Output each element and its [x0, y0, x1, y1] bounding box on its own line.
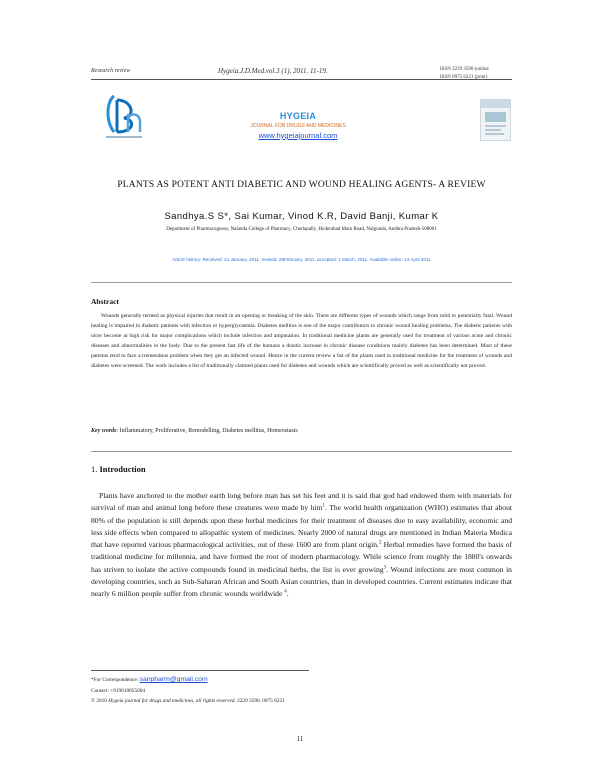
intro-text-3: Herbal remedies have formed the basis of traditional medicine for millennia, and have formed the root of modern pharmacology. While science from roughly the 1880's onwards has striven to isolate the active compounds found in medicinal herbs, the list is ever growing	[91, 540, 512, 574]
abstract-heading: Abstract	[91, 297, 119, 306]
footnote-correspondence	[91, 676, 208, 683]
journal-name: HYGEIA	[279, 111, 317, 121]
journal-website-link[interactable]: www.hygeiajournal.com	[258, 131, 338, 140]
running-header-citation: Hygeia.J.D.Med.vol.3 (1), 2011. 11-19.	[218, 67, 328, 75]
running-header-section: Research review	[91, 68, 131, 74]
article-affiliation: Department of Pharmacognosy, Nalanda College of Pharmacy, Cherlapally, Hyderabad Main Road, Nalgonda, Andhra Pradesh-508001	[166, 227, 437, 232]
section-number: 1.	[91, 464, 98, 474]
citation-ref-3[interactable]: 3	[383, 564, 387, 570]
article-title: PLANTS AS POTENT ANTI DIABETIC AND WOUND HEALING AGENTS- A REVIEW	[117, 180, 486, 190]
header-rule	[91, 79, 512, 80]
issn-print: ISSN 0975 6221 (print)	[440, 74, 488, 80]
correspondence-email-link[interactable]: sanpharm@gmail.com	[139, 676, 208, 683]
issn-online: ISSN 2229 3590 (online	[440, 67, 489, 72]
article-authors: Sandhya.S S*, Sai Kumar, Vinod K.R, David Banji, Kumar K	[164, 211, 439, 222]
footnote-copyright	[91, 698, 285, 704]
citation-ref-4[interactable]: 4	[284, 589, 287, 595]
journal-cover-thumbnail	[480, 99, 511, 141]
introduction-heading	[91, 464, 146, 474]
footnote-contact: Contact: +919010055004	[91, 688, 146, 694]
abstract-text: Wounds generally termed as physical injuries that result in an opening or breaking of the skin. There are different types of wounds which range from mild to potentially fatal. Wound healing is impaired in diabetic patients with infection or hyperglycaemia. Diabetes mellitus is one of the major contributors to chronic wound healing problems. The diabetic patients with ulcer become at high risk for major complications which include infection and amputation. In traditional medicine plants are generally used for treatment of various acute and chronic diseases and abnormalities in the body. Due to the present fast life of the humans a drastic increase in chronic disease conditions mainly diabetes has been determined. Most of these patients tend to face a tremendous problem when they get an infected wound. Hence in the current review a list of the plants used in traditional medicine for the treatment of wounds and diabetes were screened. The work includes a list of traditionally claimed plants used for diabetes and wounds which are scientifically proved as well as scientifically not proved.	[91, 313, 512, 369]
intro-text-1: Plants have anchored to the mother earth long before man has set his feet and it is said that god had endowed them with materials for survival of man and animal long before these creatures were made by him	[91, 491, 512, 513]
copyright-issn: 2229 3590, 0975 6221	[235, 698, 285, 704]
journal-logo-icon	[102, 92, 146, 142]
introduction-body	[91, 490, 512, 600]
section-title: Introduction	[99, 464, 146, 474]
abstract-top-rule	[91, 282, 512, 283]
citation-ref-1[interactable]: 1	[322, 503, 325, 509]
correspondence-label: *For Correspondence:	[91, 677, 140, 683]
copyright-prefix: © 2010	[91, 698, 109, 704]
keywords-list: : Inflammatory, Proliferative, Remodelling, Diabetes mellitus, Homeostasis	[116, 428, 298, 434]
intro-text-4: . Wound infections are most common in developing countries, such as Sub-Saharan African and South Asian countries, than in developed countries. Current estimates indicate that nearly 6 million people suffer from chronic wounds worldwide	[91, 564, 512, 598]
journal-subtitle: JOURNAL FOR DRUGS AND MEDICINES	[250, 123, 346, 129]
abstract-bottom-rule	[91, 451, 512, 452]
page-number: 11	[296, 735, 304, 743]
copyright-journal: Hygeia journal for drugs and medicines, all rights reserved.	[108, 698, 236, 704]
footnote-rule	[91, 670, 309, 671]
article-history: Article history: Received: 21 January, 2011, revised: 28February, 2011, accepted: 1 March, 2011, Available online: 14 April 2011	[172, 257, 431, 262]
intro-text-2: . The world health organization (WHO) estimates that about 80% of the population is still depends upon these herbal medicines for their treatment of diseases due to easy availability, economic and less side effects when compared to allopathic system of medicines. Nearly 2000 of natural drugs are mentioned in Indian Materia Medica that have reported various pharmacological activities, out of these 1600 are from plant origin.	[91, 503, 512, 549]
keywords	[91, 428, 512, 434]
citation-ref-2[interactable]: 2	[378, 540, 382, 546]
abstract-body	[91, 311, 512, 371]
keywords-label: Key words	[91, 428, 117, 434]
intro-text-5: .	[286, 589, 289, 598]
